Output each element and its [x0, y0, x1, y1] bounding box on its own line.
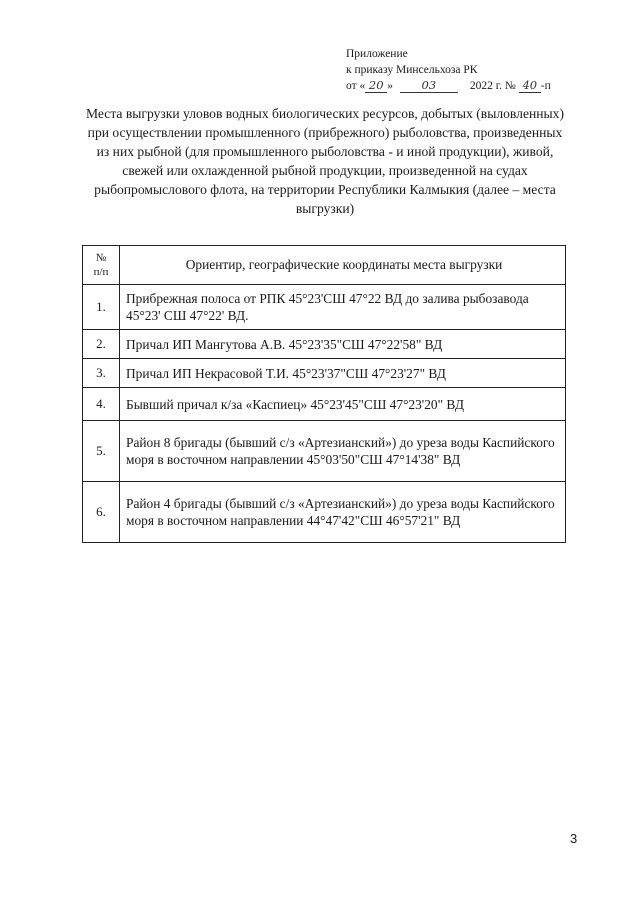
appendix-label: Приложение: [346, 48, 408, 60]
title-line: при осуществлении промышленного (прибрежного) рыболовства, произведенных: [87, 125, 563, 140]
header-desc: Ориентир, географические координаты места выгрузки: [120, 246, 566, 285]
table-row: [83, 421, 566, 482]
table-header-row: [83, 246, 566, 285]
row-description: Причал ИП Некрасовой Т.И. 45°23'37"СШ 47°23'27" ВД: [120, 359, 566, 388]
title-line: рыбопромыслового флота, на территории Республики Калмыкия (далее – места: [94, 182, 556, 197]
row-number: 4.: [83, 388, 120, 421]
date-prefix: от «: [346, 80, 366, 92]
table-row: [83, 359, 566, 388]
date-mid: »: [387, 80, 393, 92]
row-description: Причал ИП Мангутова А.В. 45°23'35"СШ 47°22'58" ВД: [120, 330, 566, 359]
title-line: выгрузки): [295, 201, 355, 216]
title-line: из них рыбной (для промышленного рыболовства - и иной продукции), живой,: [96, 144, 554, 159]
order-number: 40: [519, 79, 541, 93]
order-number-suffix: -п: [540, 80, 551, 92]
appendix-date-line: [346, 78, 551, 94]
page-number: 3: [570, 831, 578, 846]
header-num-abbrev: п/п: [93, 266, 109, 278]
date-month: 03: [400, 79, 458, 93]
table-row: [83, 285, 566, 330]
row-description: Район 8 бригады (бывший с/з «Артезианский») до уреза воды Каспийского моря в восточном направлении 45°03'50"СШ 47°14'38" ВД: [120, 421, 566, 482]
row-number: 1.: [83, 285, 120, 330]
row-number: 2.: [83, 330, 120, 359]
appendix-block: [346, 46, 551, 94]
table-row: [83, 330, 566, 359]
date-year: 2022 г. №: [469, 80, 516, 92]
document-title: [52, 104, 598, 218]
appendix-order-ref: к приказу Минсельхоза РК: [346, 64, 478, 76]
header-num-symbol: №: [95, 252, 107, 264]
row-number: 5.: [83, 421, 120, 482]
date-day: 20: [365, 79, 387, 93]
table-row: [83, 388, 566, 421]
table-row: [83, 482, 566, 543]
row-description: Прибрежная полоса от РПК 45°23'СШ 47°22 ВД до залива рыбозавода 45°23' СШ 47°22' ВД.: [120, 285, 566, 330]
title-line: Места выгрузки уловов водных биологических ресурсов, добытых (выловленных): [86, 106, 564, 121]
row-description: Бывший причал к/за «Каспиец» 45°23'45"СШ 47°23'20" ВД: [120, 388, 566, 421]
row-number: 6.: [83, 482, 120, 543]
unloading-places-table: [82, 245, 566, 543]
row-number: 3.: [83, 359, 120, 388]
header-num: [83, 246, 120, 285]
row-description: Район 4 бригады (бывший с/з «Артезианский») до уреза воды Каспийского моря в восточном направлении 44°47'42"СШ 46°57'21" ВД: [120, 482, 566, 543]
title-line: свежей или охлажденной рыбной продукции, произведенной на судах: [122, 163, 528, 178]
